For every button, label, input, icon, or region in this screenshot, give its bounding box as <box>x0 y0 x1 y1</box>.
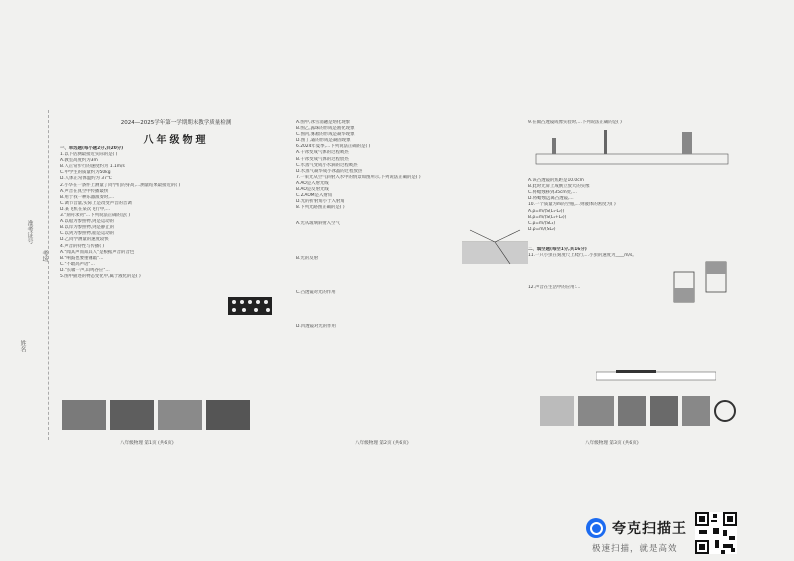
text-line: 10.一个质量为m的空瓶,…则液体的密度为( ) <box>528 202 616 208</box>
text-line: A."闻其声而知其人"是根据声音的音色 <box>60 249 135 255</box>
text-line: D.人体正常体温约为 37℃ <box>60 176 112 182</box>
photo-frost <box>206 400 250 430</box>
watermark-brand: 夸克扫描王 <box>612 521 687 537</box>
text-line: C.凸透镜对光的作用 <box>296 289 336 295</box>
text-line: A.干冰变成气体的过程吸热 <box>296 150 349 156</box>
page-footer-2: 八年级物理 第2页 (共6页) <box>355 441 409 446</box>
watermark-slogan: 极速扫描，就是高效 <box>592 544 678 554</box>
text-line: B.ρ=m/(S(L₁+L₂)) <box>528 214 567 220</box>
text-line: D.水蒸气凝华成小冰晶的过程放热 <box>296 168 363 174</box>
text-line: D.ρ=m/(SL₂) <box>528 226 556 232</box>
subject-title: 八年级物理 <box>143 135 209 146</box>
text-line: 二、填空题(每空1分,共16分) <box>528 246 587 252</box>
lens-bench-diagram <box>532 128 732 172</box>
text-line: C.图丙,雾凇的形成是凝华现象 <box>296 132 355 138</box>
text-line: 8.下列光路图正确的是( ) <box>296 205 345 211</box>
text-line: A.AO是入射光线 <box>296 180 329 186</box>
page-1-column <box>60 146 292 280</box>
scanner-watermark <box>586 518 687 538</box>
text-line: D.将蜡烛远离凸透镜,… <box>528 196 574 202</box>
text-line: A.教室高度约为3m <box>60 158 98 164</box>
refraction-diagram <box>462 228 528 268</box>
text-line: D.光的折射角小于入射角 <box>296 199 345 205</box>
figure-sound-a <box>540 396 574 426</box>
figure-waveform-e <box>682 396 710 426</box>
text-line: 9.在做凸透镜成像实验时,…下列说法正确的是( ) <box>528 120 622 125</box>
ruler-figure <box>596 370 716 382</box>
text-line: D.某飞机在某次飞行中,… <box>60 206 111 212</box>
text-line: 7.一束光从空气斜射入水中的情景如图所示,下列说法正确的是( ) <box>296 174 421 180</box>
text-line: A.ρ=m/(S(L₁-L₂)) <box>528 208 565 214</box>
page-footer-3: 八年级物理 第3页 (共6页) <box>585 441 639 446</box>
photo-rime <box>158 400 202 430</box>
text-line: D.图丁,霜的形成是凝固现象 <box>296 138 351 144</box>
quark-logo-icon <box>586 518 606 538</box>
text-line: B.用于我一种乐器演奏时,… <box>60 194 115 200</box>
text-line: 1.以下估测最接近实际的是( ) <box>60 152 118 158</box>
text-line: C.∠AOM是入射角 <box>296 193 333 199</box>
text-line: 5.图中描述的物态变化中,属于液化的是( ) <box>60 273 141 279</box>
text-line: C.ρ=m/(SL₁) <box>528 220 556 226</box>
text-line: C.水蒸气变成小水滴的过程吸热 <box>296 162 358 168</box>
binding-line <box>48 110 49 440</box>
exam-title: 2024—2025学年第一学期期末教学质量检测 <box>120 120 232 126</box>
text-line: 11.一只小虫在刻度尺上爬行,…小虫的速度为____m/s。 <box>528 253 637 259</box>
text-line: 一、单选题(每小题2分,共20分) <box>60 146 124 151</box>
text-line: C.中学生的质量约为50kg <box>60 170 111 176</box>
text-line: B.以岸为参照物,剑是静止的 <box>60 225 115 231</box>
text-line: A.声音在真空中传播最快 <box>60 188 109 194</box>
text-line: 3."刻舟求剑"…下列说法正确的是( ) <box>60 213 131 219</box>
text-line: C."不敢高声语"… <box>60 261 95 267</box>
text-line: C.将蜡烛移到35cm处,… <box>528 190 577 196</box>
text-line: B.图乙,露珠的形成是液化现象 <box>296 126 355 132</box>
figure-waveform-c <box>618 396 646 426</box>
no-horn-sign-icon <box>714 400 736 422</box>
side-label-name: 姓名 <box>19 340 26 352</box>
text-line: 2.小华在一条件上测量了同学们的身高,…测量结果最接近的( ) <box>60 182 181 188</box>
page-footer-1: 八年级物理 第1页 (共6页) <box>120 441 174 446</box>
photo-ice-melting <box>62 400 106 430</box>
figure-sound-b <box>578 396 614 426</box>
text-line: C.调节音量,实际上是改变声音的音调 <box>60 200 132 206</box>
side-label-exam-number: 准考证号 <box>26 220 33 244</box>
qr-code-icon <box>695 512 737 554</box>
text-line: B.AO是反射光线 <box>296 187 329 193</box>
text-line: B.光的反射 <box>296 255 318 261</box>
ticker-tape-figure <box>228 297 272 315</box>
photo-dew <box>110 400 154 430</box>
text-line: A.以船为参照物,剑是运动的 <box>60 219 115 225</box>
text-line: C.以剑为参照物,船是运动的 <box>60 231 115 237</box>
text-line: B.此时光屏上成倒立放大的实像 <box>528 184 590 190</box>
figure-waveform-d <box>650 396 678 426</box>
text-line: A.该凸透镜的焦距是10.0cm <box>528 178 584 184</box>
text-line: D.凹透镜对光的作用 <box>296 323 336 329</box>
text-line: B.人正常步行的速度约为 1.1m/s <box>60 164 125 170</box>
text-line: 4.声音的特性与传播( ) <box>60 243 105 249</box>
text-line: D.乙同学测量的速度较快 <box>60 237 109 243</box>
text-line: 12.声音在生活中的应用:… <box>528 285 581 291</box>
text-line: B."响鼓也要重锤敲"… <box>60 255 104 261</box>
text-line: A.图甲,冰雪消融是熔化现象 <box>296 120 351 125</box>
text-line: 6.2024年夏季,…下列说法正确的是( ) <box>296 144 371 150</box>
text-line: A.光从玻璃斜射入空气 <box>296 221 340 227</box>
text-line: D."长啸一声,山鸣谷应"… <box>60 267 110 273</box>
text-line: B.干冰变成气体的过程放热 <box>296 156 349 162</box>
page-2-column <box>296 120 528 330</box>
bottle-diagram <box>670 258 734 306</box>
side-label-exam-room: 考场 <box>41 250 48 262</box>
